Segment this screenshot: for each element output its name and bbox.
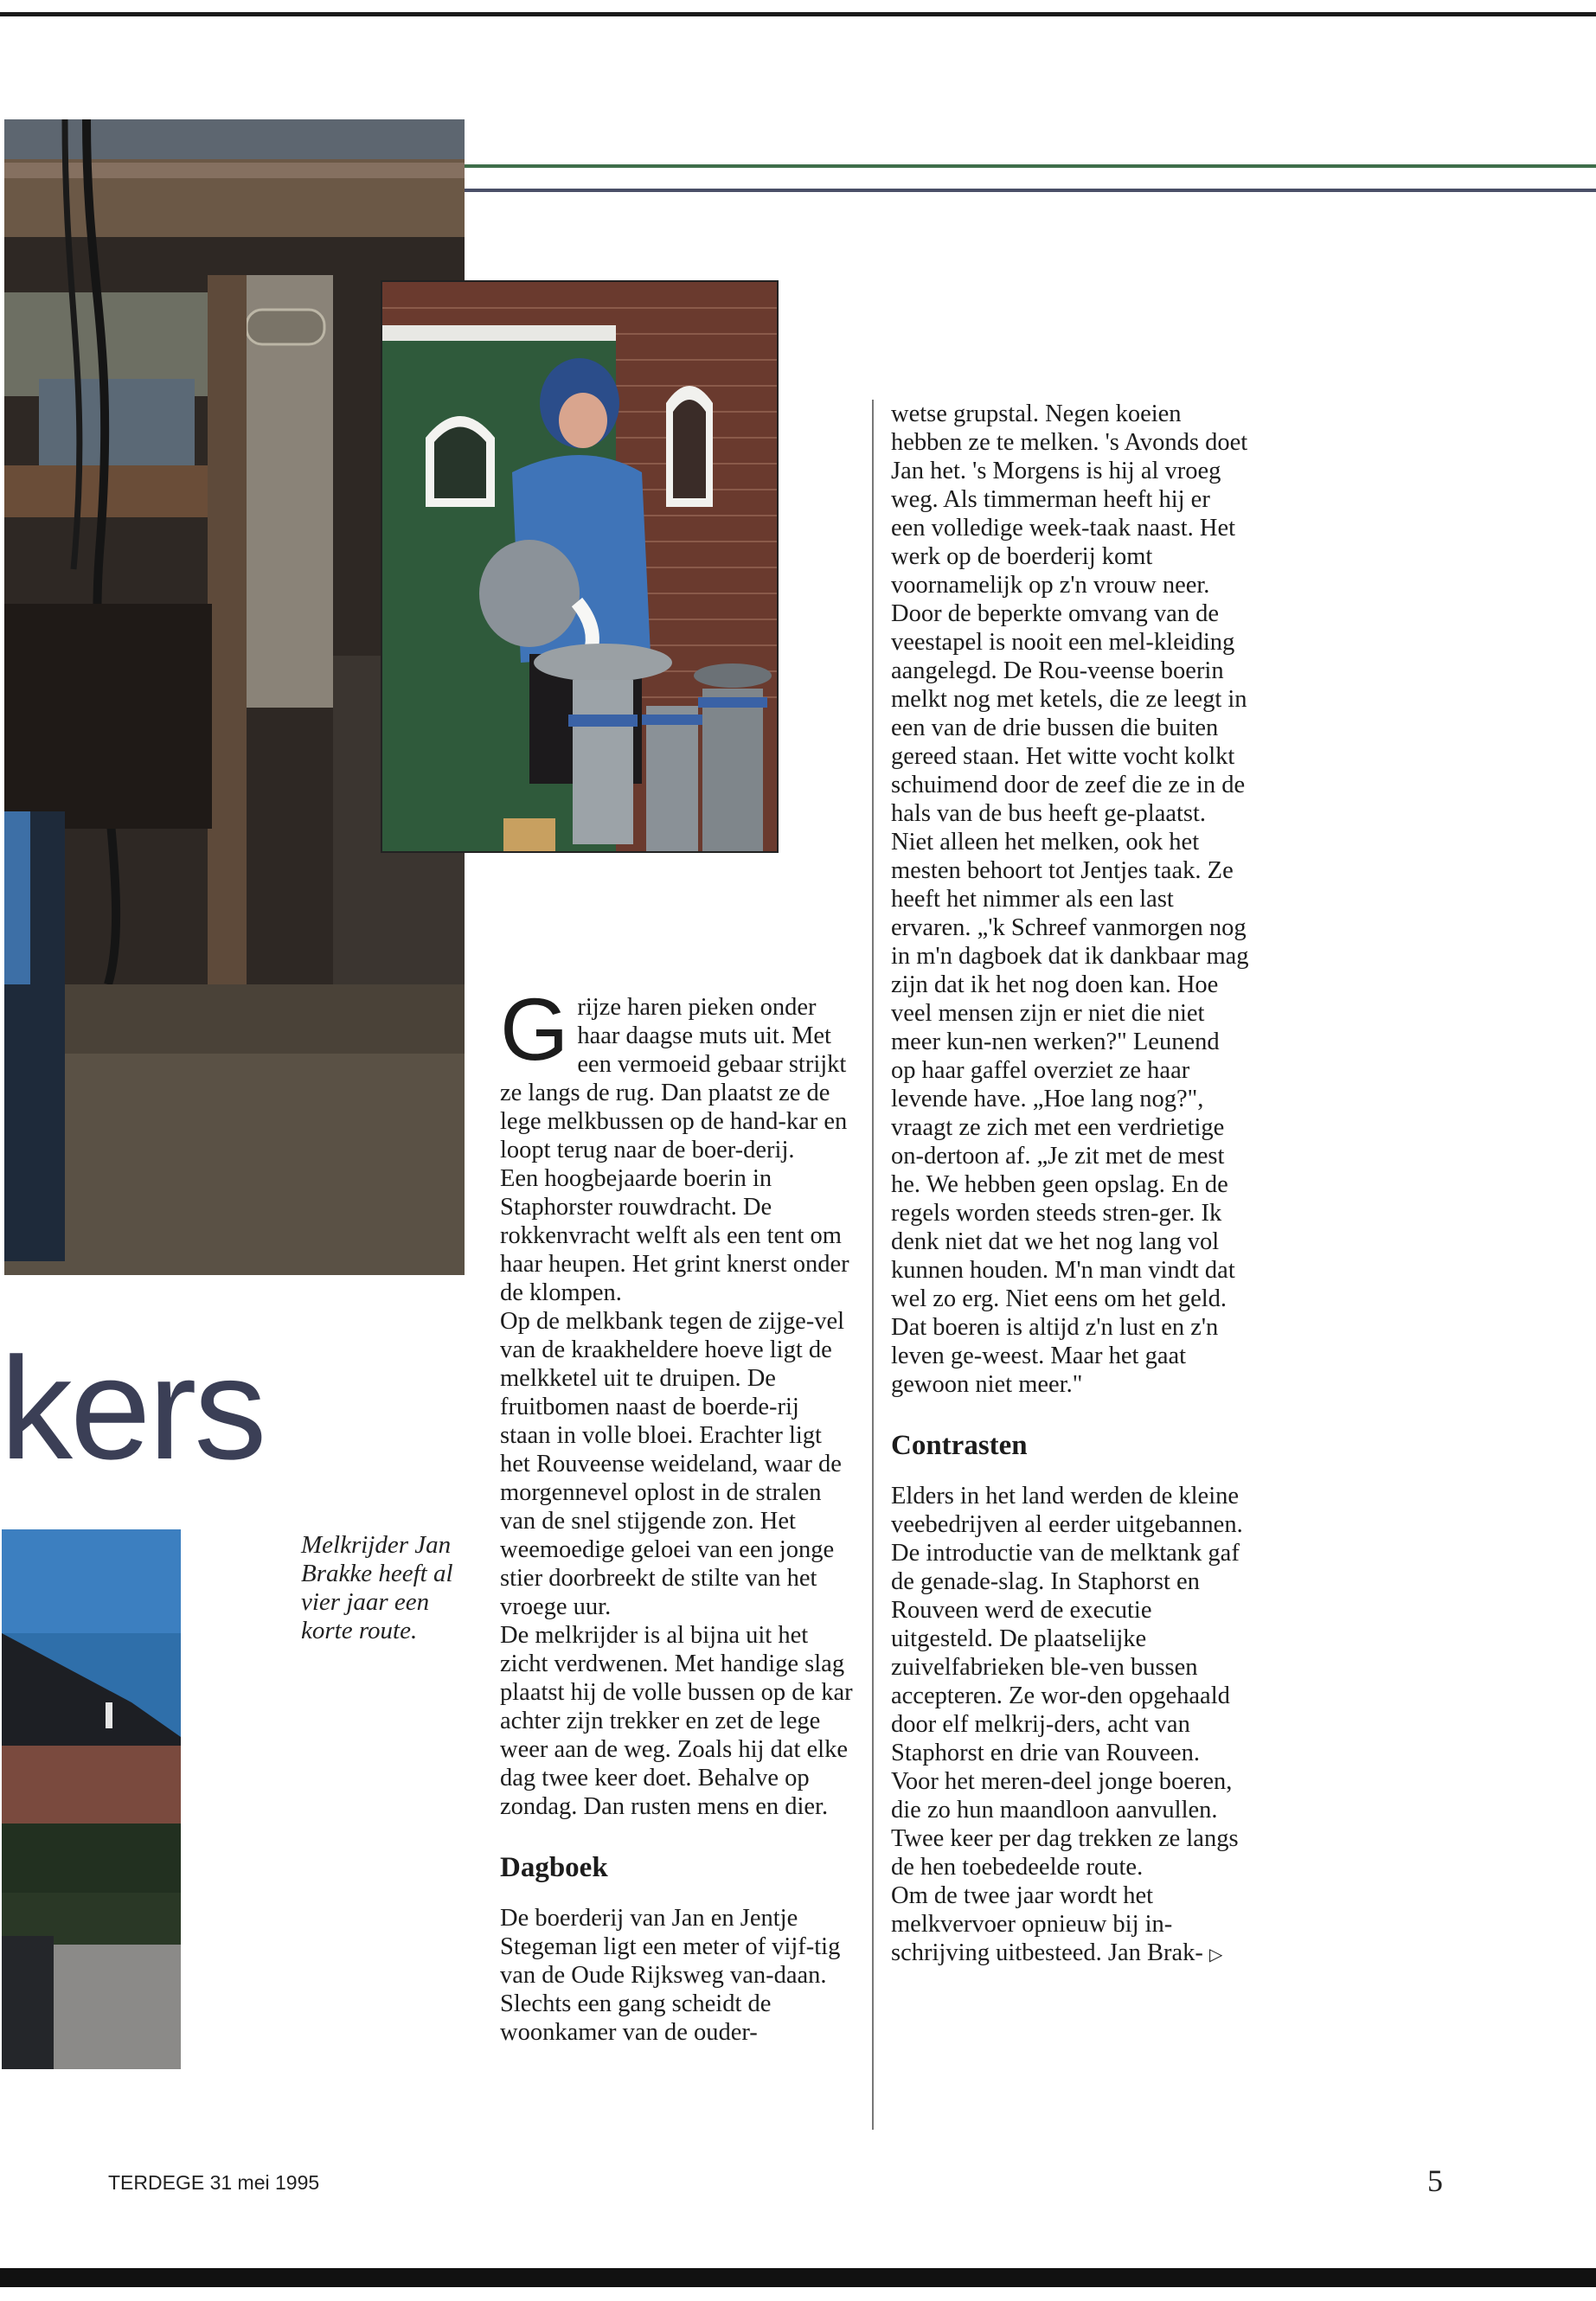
page-number: 5 xyxy=(1427,2163,1443,2198)
paragraph xyxy=(891,1881,1250,1970)
paragraph: Een hoogbejaarde boerin in Staphorster rouwdracht. De rokkenvracht welft als een tent om haar heupen. Het grint knerst onder de klompen. xyxy=(500,1165,849,1306)
paragraph: De boerderij van Jan en Jentje Stegeman ligt een meter of vijf-tig van de Oude Rijksweg van-daan. Slechts een gang scheidt de woonkamer van de ouder- xyxy=(500,1905,841,2046)
photo-caption: Melkrijder Jan Brakke heeft al vier jaar een korte route. xyxy=(301,1531,453,1644)
lead-text: rijze haren pieken onder haar daagse muts uit. Met een vermoeid gebaar strijkt ze langs de rug. Dan plaatst ze de lege melkbussen op de hand-kar en loopt terug naar de boer-derij. xyxy=(500,994,848,1163)
article-column-2 xyxy=(891,400,1250,1970)
paragraph: wetse grupstal. Negen koeien hebben ze te melken. 's Avonds doet Jan het. 's Morgens is hij al vroeg weg. Als timmerman heeft hij er een volledige week-taak naast. Het werk op de boerderij komt voornamelijk op z'n vrouw neer. xyxy=(891,401,1248,599)
paragraph-text: Om de twee jaar wordt het melkvervoer opnieuw bij in-schrijving uitbesteed. Jan Brak- xyxy=(891,1882,1203,1966)
subheading-contrasten: Contrasten xyxy=(891,1430,1028,1461)
paragraph: De melkrijder is al bijna uit het zicht verdwenen. Met handige slag plaatst hij de volle bussen op de kar achter zijn trekker en zet de lege weer aan de weg. Zoals hij dat elke dag twee keer doet. Behalve op zondag. Dan rusten mens en dier. xyxy=(500,1622,853,1820)
milking-photo xyxy=(381,280,779,853)
top-rule xyxy=(0,12,1596,16)
paragraph: Elders in het land werden de kleine veebedrijven al eerder uitgebannen. De introductie van de melktank gaf de genade-slag. In Staphorst en Rouveen werd de executie uitgesteld. De plaatselijke zuivelfabrieken ble-ven bussen accepteren. Ze wor-den opgehaald door elf melkrij-ders, acht van Staphorst en drie van Rouveen. Voor het meren-deel jonge boeren, die zo hun maandloon aanvullen. Twee keer per dag trekken ze langs de hen toebedeelde route. xyxy=(891,1483,1243,1881)
headline-fragment: kers xyxy=(0,1327,265,1490)
header-rule-green xyxy=(463,164,1596,168)
continue-arrow-icon: ▷ xyxy=(1209,1945,1223,1965)
paragraph: Niet alleen het melken, ook het mesten behoort tot Jentjes taak. Ze heeft het nimmer als een last ervaren. „'k Schreef vanmorgen nog in m'n dagboek dat ik dankbaar mag zijn dat ik het nog doen kan. Hoe veel mensen zijn er niet die niet meer kun-nen werken?" Leunend op haar gaffel overziet ze haar levende have. „Hoe lang nog?", vraagt ze zich met een verdrietige on-dertoon af. „Je zit met de mest he. We hebben geen opslag. En de regels worden steeds stren-ger. Ik denk niet dat we het nog lang vol kunnen houden. M'n man vindt dat wel zo erg. Niet eens om het geld. Dat boeren is altijd z'n lust en z'n leven ge-weest. Maar het gaat gewoon niet meer." xyxy=(891,829,1249,1398)
subheading-dagboek: Dagboek xyxy=(500,1852,608,1883)
farmhouse-photo xyxy=(2,1529,181,2069)
paragraph: Op de melkbank tegen de zijge-vel van de kraakheldere hoeve ligt de melkketel uit te druipen. De fruitbomen naast de boerde-rij staan in volle bloei. Erachter ligt het Rouveense weideland, waar de morgennevel oplost in de stralen van de snel stijgende zon. Het weemoedige geloei van een jonge stier doorbreekt de stilte van het vroege uur. xyxy=(500,1308,845,1620)
drop-cap: G xyxy=(500,980,569,1079)
header-rule-blue xyxy=(463,189,1596,192)
bottom-rule xyxy=(0,2268,1596,2287)
publication-footer: TERDEGE 31 mei 1995 xyxy=(108,2171,320,2194)
column-divider xyxy=(872,400,874,2130)
paragraph: Door de beperkte omvang van de veestapel is nooit een mel-kleiding aangelegd. De Rou-veense boerin melkt nog met ketels, die ze leegt in een van de drie bussen die buiten gereed staan. Het witte vocht kolkt schuimend door de zeef die ze in de hals van de bus heeft ge-plaatst. xyxy=(891,600,1247,827)
lead-paragraph xyxy=(500,980,853,1164)
article-column-1 xyxy=(500,980,853,2047)
